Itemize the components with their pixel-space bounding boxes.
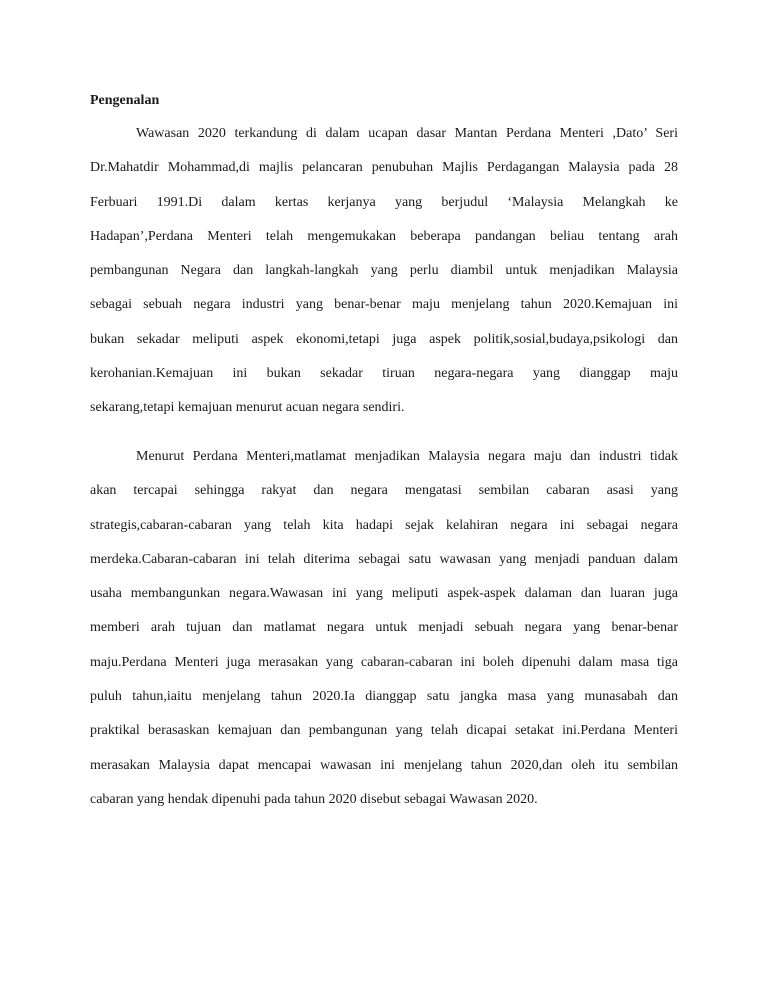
paragraph-line: bukan sekadar meliputi aspek ekonomi,tetapi juga aspek politik,sosial,budaya,psikologi dan: [90, 331, 678, 347]
paragraph-line: kerohanian.Kemajuan ini bukan sekadar tiruan negara-negara yang dianggap maju: [90, 366, 678, 382]
paragraph-line: Dr.Mahatdir Mohammad,di majlis pelancaran penubuhan Majlis Perdagangan Malaysia pada 28: [90, 160, 678, 176]
paragraph-line: strategis,cabaran-cabaran yang telah kita hadapi sejak kelahiran negara ini sebagai negara: [90, 517, 678, 533]
paragraph-line: Wawasan 2020 terkandung di dalam ucapan dasar Mantan Perdana Menteri ,Dato’ Seri: [136, 126, 678, 141]
paragraph-1: [90, 117, 678, 426]
paragraph-2: [90, 440, 678, 817]
paragraph-line: sekarang,tetapi kemajuan menurut acuan negara sendiri.: [90, 400, 405, 416]
paragraph-line: maju.Perdana Menteri juga merasakan yang cabaran-cabaran ini boleh dipenuhi dalam masa tiga: [90, 654, 678, 670]
paragraph-line: merdeka.Cabaran-cabaran ini telah diterima sebagai satu wawasan yang menjadi panduan dalam: [90, 551, 678, 567]
paragraph-line: pembangunan Negara dan langkah-langkah yang perlu diambil untuk menjadikan Malaysia: [90, 263, 678, 279]
paragraph-line: usaha membangunkan negara.Wawasan ini yang meliputi aspek-aspek dalaman dan luaran juga: [90, 586, 678, 602]
paragraph-line: cabaran yang hendak dipenuhi pada tahun 2020 disebut sebagai Wawasan 2020.: [90, 791, 538, 807]
paragraph-line: praktikal berasaskan kemajuan dan pembangunan yang telah dicapai setakat ini.Perdana Menteri: [90, 723, 678, 739]
paragraph-line: memberi arah tujuan dan matlamat negara untuk menjadi sebuah negara yang benar-benar: [90, 620, 678, 636]
section-heading: Pengenalan: [90, 93, 160, 108]
paragraph-line: Hadapan’,Perdana Menteri telah mengemukakan beberapa pandangan beliau tentang arah: [90, 228, 678, 244]
paragraph-line: Menurut Perdana Menteri,matlamat menjadikan Malaysia negara maju dan industri tidak: [136, 449, 678, 464]
paragraph-line: sebagai sebuah negara industri yang benar-benar maju menjelang tahun 2020.Kemajuan ini: [90, 297, 678, 313]
paragraph-line: puluh tahun,iaitu menjelang tahun 2020.Ia dianggap satu jangka masa yang munasabah dan: [90, 689, 678, 705]
paragraph-line: Ferbuari 1991.Di dalam kertas kerjanya yang berjudul ‘Malaysia Melangkah ke: [90, 194, 678, 210]
paragraph-line: merasakan Malaysia dapat mencapai wawasan ini menjelang tahun 2020,dan oleh itu sembilan: [90, 757, 678, 773]
paragraph-line: akan tercapai sehingga rakyat dan negara mengatasi sembilan cabaran asasi yang: [90, 483, 678, 499]
